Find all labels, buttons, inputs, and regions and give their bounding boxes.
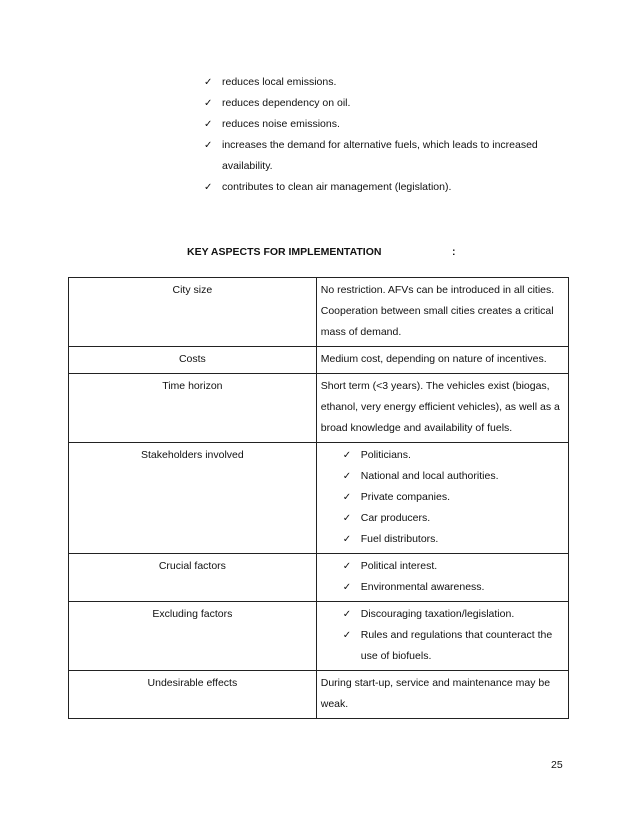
table-row [69, 278, 569, 347]
checkmark-icon: ✓ [204, 98, 213, 109]
checkmark-icon: ✓ [342, 450, 352, 461]
row-value: Medium cost, depending on nature of incentives. [316, 347, 568, 374]
row-label: City size [69, 278, 317, 347]
list-item-text: Environmental awareness. [360, 581, 485, 593]
row-value-list [316, 443, 568, 554]
benefit-item [204, 72, 584, 93]
checkmark-icon: ✓ [342, 582, 352, 593]
checkmark-icon: ✓ [204, 77, 213, 88]
checkmark-icon: ✓ [342, 492, 352, 503]
row-label: Time horizon [69, 374, 317, 443]
checkmark-icon: ✓ [342, 561, 352, 572]
row-label: Excluding factors [69, 602, 317, 671]
benefit-item [204, 177, 584, 198]
section-heading: KEY ASPECTS FOR IMPLEMENTATION [187, 246, 382, 258]
page-number: 25 [551, 759, 563, 771]
checkmark-icon: ✓ [342, 471, 352, 482]
list-item-text: Fuel distributors. [360, 533, 439, 545]
list-item [321, 508, 564, 529]
list-item-text: Private companies. [360, 491, 451, 503]
benefit-text: reduces noise emissions. [222, 118, 340, 130]
list-item [321, 577, 564, 598]
list-item-text: Discouraging taxation/legislation. [360, 608, 515, 620]
benefit-item [204, 135, 584, 177]
list-item-text: Car producers. [360, 512, 431, 524]
checkmark-icon: ✓ [204, 119, 213, 130]
table-row [69, 554, 569, 602]
row-label: Costs [69, 347, 317, 374]
list-item-text: Political interest. [360, 560, 438, 572]
list-item-text: Rules and regulations that counteract the use of biofuels. [360, 629, 553, 662]
row-value-list [316, 554, 568, 602]
list-item [321, 529, 564, 550]
row-value: No restriction. AFVs can be introduced in all cities. Cooperation between small cities creates a critical mass of demand. [316, 278, 568, 347]
list-item-text: National and local authorities. [360, 470, 499, 482]
list-item [321, 466, 564, 487]
row-label: Stakeholders involved [69, 443, 317, 554]
benefit-text: reduces dependency on oil. [222, 97, 351, 109]
list-item [321, 604, 564, 625]
benefit-item [204, 114, 584, 135]
list-item-text: Politicians. [360, 449, 411, 461]
checkmark-icon: ✓ [342, 513, 352, 524]
list-item [321, 625, 564, 667]
table-row [69, 347, 569, 374]
benefits-list [204, 72, 584, 198]
row-label: Undesirable effects [69, 671, 317, 719]
benefit-text: contributes to clean air management (legislation). [222, 181, 452, 193]
key-aspects-table [68, 277, 569, 719]
row-value: During start-up, service and maintenance may be weak. [316, 671, 568, 719]
heading-colon: : [452, 246, 456, 258]
checkmark-icon: ✓ [342, 630, 352, 641]
benefit-text: increases the demand for alternative fuels, which leads to increased availability. [222, 139, 538, 172]
checkmark-icon: ✓ [204, 140, 213, 151]
row-label: Crucial factors [69, 554, 317, 602]
checkmark-icon: ✓ [342, 534, 352, 545]
checkmark-icon: ✓ [204, 182, 213, 193]
table-row [69, 671, 569, 719]
benefit-item [204, 93, 584, 114]
list-item [321, 556, 564, 577]
row-value-list [316, 602, 568, 671]
benefit-text: reduces local emissions. [222, 76, 337, 88]
table-row [69, 602, 569, 671]
row-value: Short term (<3 years). The vehicles exist (biogas, ethanol, very energy efficient vehicles), as well as a broad knowledge and availability of fuels. [316, 374, 568, 443]
table-row [69, 374, 569, 443]
checkmark-icon: ✓ [342, 609, 352, 620]
list-item [321, 445, 564, 466]
table-row [69, 443, 569, 554]
list-item [321, 487, 564, 508]
